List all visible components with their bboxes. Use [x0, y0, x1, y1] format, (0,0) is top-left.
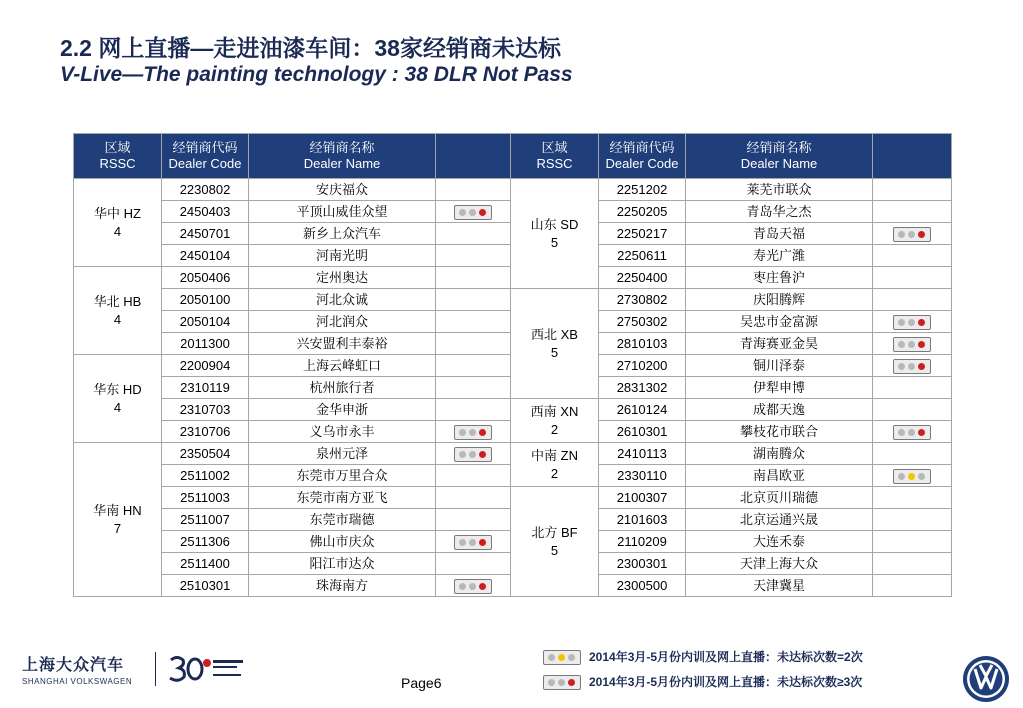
- header-region-right: 区域 RSSC: [511, 134, 599, 179]
- dealer-code: 2110209: [599, 531, 686, 553]
- dealer-name: 青岛天福: [686, 223, 873, 245]
- signal-cell: [873, 201, 952, 223]
- legend-red-text: 2014年3月-5月份内训及网上直播：未达标次数≥3次: [589, 675, 863, 689]
- signal-cell: [873, 465, 952, 487]
- dealer-code: 2251202: [599, 179, 686, 201]
- region-cell: 华东 HD 4: [74, 355, 162, 443]
- signal-cell: [436, 245, 511, 267]
- signal-cell: [873, 223, 952, 245]
- dealer-code: 2300301: [599, 553, 686, 575]
- signal-cell: [873, 575, 952, 597]
- dealer-code: 2011300: [162, 333, 249, 355]
- dealer-code: 2250400: [599, 267, 686, 289]
- legend-yellow-text: 2014年3月-5月份内训及网上直播：未达标次数=2次: [589, 650, 863, 664]
- red-light-icon: [543, 675, 581, 690]
- header-name-left: 经销商名称 Dealer Name: [249, 134, 436, 179]
- dealer-name: 成都天逸: [686, 399, 873, 421]
- dealer-name: 大连禾泰: [686, 531, 873, 553]
- dealer-name: 枣庄鲁沪: [686, 267, 873, 289]
- brand-cn: 上海大众汽车: [22, 657, 125, 674]
- table-row: [74, 179, 952, 201]
- signal-cell: [436, 311, 511, 333]
- dealer-code: 2200904: [162, 355, 249, 377]
- header-code-right: 经销商代码 Dealer Code: [599, 134, 686, 179]
- signal-cell: [873, 377, 952, 399]
- region-cell: 北方 BF 5: [511, 487, 599, 597]
- page-title-en: V-Live—The painting technology : 38 DLR Not Pass: [60, 63, 573, 86]
- dealer-code: 2250611: [599, 245, 686, 267]
- region-cell: 西北 XB 5: [511, 289, 599, 399]
- dealer-name: 铜川泽泰: [686, 355, 873, 377]
- dealer-code: 2450701: [162, 223, 249, 245]
- dealer-code: 2510301: [162, 575, 249, 597]
- dealer-code: 2310703: [162, 399, 249, 421]
- table-row: [74, 289, 952, 311]
- dealer-name: 青岛华之杰: [686, 201, 873, 223]
- dealer-code: 2511007: [162, 509, 249, 531]
- signal-cell: [436, 553, 511, 575]
- dealer-name: 河北众诚: [249, 289, 436, 311]
- dealer-code: 2050100: [162, 289, 249, 311]
- dealer-code: 2610124: [599, 399, 686, 421]
- dealer-code: 2511002: [162, 465, 249, 487]
- dealer-code: 2050406: [162, 267, 249, 289]
- region-cell: 西南 XN 2: [511, 399, 599, 443]
- dealer-code: 2450403: [162, 201, 249, 223]
- table-row: [74, 443, 952, 465]
- signal-cell: [873, 333, 952, 355]
- signal-cell: [436, 223, 511, 245]
- region-cell: 华南 HN 7: [74, 443, 162, 597]
- signal-cell: [436, 421, 511, 443]
- signal-cell: [436, 465, 511, 487]
- dealer-name: 金华申浙: [249, 399, 436, 421]
- dealer-name: 新乡上众汽车: [249, 223, 436, 245]
- dealer-name: 北京页川瑞德: [686, 487, 873, 509]
- signal-cell: [436, 531, 511, 553]
- dealer-code: 2710200: [599, 355, 686, 377]
- signal-cell: [873, 311, 952, 333]
- dealer-name: 攀枝花市联合: [686, 421, 873, 443]
- dealer-name: 安庆福众: [249, 179, 436, 201]
- header-region-left: 区域 RSSC: [74, 134, 162, 179]
- signal-cell: [436, 575, 511, 597]
- red-light-icon: [454, 425, 492, 440]
- red-light-icon: [454, 535, 492, 550]
- dealer-code: 2300500: [599, 575, 686, 597]
- signal-cell: [436, 267, 511, 289]
- dealer-name: 河北润众: [249, 311, 436, 333]
- dealer-name: 青海赛亚金昊: [686, 333, 873, 355]
- dealer-code: 2610301: [599, 421, 686, 443]
- dealer-code: 2831302: [599, 377, 686, 399]
- dealer-name: 南昌欧亚: [686, 465, 873, 487]
- red-light-icon: [893, 425, 931, 440]
- signal-cell: [873, 509, 952, 531]
- dealer-code: 2410113: [599, 443, 686, 465]
- dealer-name: 阳江市达众: [249, 553, 436, 575]
- signal-cell: [873, 399, 952, 421]
- signal-cell: [436, 487, 511, 509]
- dealer-name: 天津上海大众: [686, 553, 873, 575]
- red-light-icon: [893, 359, 931, 374]
- dealer-name: 兴安盟利丰泰裕: [249, 333, 436, 355]
- dealer-name: 泉州元泽: [249, 443, 436, 465]
- legend-yellow: [543, 648, 863, 665]
- legend-red: [543, 673, 862, 690]
- red-light-icon: [454, 579, 492, 594]
- dealer-code: 2050104: [162, 311, 249, 333]
- signal-cell: [873, 179, 952, 201]
- red-light-icon: [893, 227, 931, 242]
- vw-logo-icon: [962, 655, 1010, 703]
- anniversary-logo-icon: [167, 652, 247, 684]
- page-title-cn: 2.2 网上直播—走进油漆车间：38家经销商未达标: [60, 35, 561, 61]
- dealer-code: 2450104: [162, 245, 249, 267]
- dealer-name: 庆阳腾辉: [686, 289, 873, 311]
- dealer-name: 佛山市庆众: [249, 531, 436, 553]
- header-name-right: 经销商名称 Dealer Name: [686, 134, 873, 179]
- dealer-code: 2310706: [162, 421, 249, 443]
- signal-cell: [436, 179, 511, 201]
- dealer-code: 2230802: [162, 179, 249, 201]
- signal-cell: [436, 399, 511, 421]
- signal-cell: [873, 487, 952, 509]
- dealer-name: 东莞市瑞德: [249, 509, 436, 531]
- dealer-name: 北京运通兴晟: [686, 509, 873, 531]
- dealer-code: 2100307: [599, 487, 686, 509]
- shanghai-vw-logo: [22, 652, 132, 686]
- signal-cell: [873, 443, 952, 465]
- signal-cell: [873, 289, 952, 311]
- yellow-light-icon: [543, 650, 581, 665]
- dealer-code: 2730802: [599, 289, 686, 311]
- dealer-name: 上海云峰虹口: [249, 355, 436, 377]
- dealer-name: 寿光广潍: [686, 245, 873, 267]
- dealer-name: 吴忠市金富源: [686, 311, 873, 333]
- header-code-left: 经销商代码 Dealer Code: [162, 134, 249, 179]
- dealer-code: 2101603: [599, 509, 686, 531]
- dealer-code: 2511003: [162, 487, 249, 509]
- red-light-icon: [454, 447, 492, 462]
- signal-cell: [436, 333, 511, 355]
- dealer-name: 天津冀星: [686, 575, 873, 597]
- table-header-row: [74, 134, 952, 179]
- dealer-code: 2310119: [162, 377, 249, 399]
- signal-cell: [436, 355, 511, 377]
- red-light-icon: [893, 315, 931, 330]
- signal-cell: [873, 553, 952, 575]
- signal-cell: [436, 201, 511, 223]
- dealer-code: 2511306: [162, 531, 249, 553]
- dealer-name: 东莞市万里合众: [249, 465, 436, 487]
- dealer-table-container: [73, 133, 952, 597]
- dealer-code: 2330110: [599, 465, 686, 487]
- dealer-name: 湖南腾众: [686, 443, 873, 465]
- region-cell: 中南 ZN 2: [511, 443, 599, 487]
- signal-cell: [873, 531, 952, 553]
- dealer-code: 2810103: [599, 333, 686, 355]
- dealer-code: 2350504: [162, 443, 249, 465]
- region-cell: 华中 HZ 4: [74, 179, 162, 267]
- dealer-name: 珠海南方: [249, 575, 436, 597]
- dealer-code: 2250217: [599, 223, 686, 245]
- dealer-name: 东莞市南方亚飞: [249, 487, 436, 509]
- signal-cell: [436, 289, 511, 311]
- dealer-name: 河南光明: [249, 245, 436, 267]
- table-body: [74, 179, 952, 597]
- signal-cell: [436, 377, 511, 399]
- dealer-table: [73, 133, 952, 597]
- signal-cell: [873, 267, 952, 289]
- header-signal-right: [873, 134, 952, 179]
- signal-cell: [873, 245, 952, 267]
- dealer-name: 定州奥达: [249, 267, 436, 289]
- dealer-name: 莱芜市联众: [686, 179, 873, 201]
- dealer-code: 2511400: [162, 553, 249, 575]
- signal-cell: [436, 443, 511, 465]
- dealer-code: 2250205: [599, 201, 686, 223]
- table-row: [74, 399, 952, 421]
- region-cell: 山东 SD 5: [511, 179, 599, 289]
- signal-cell: [873, 421, 952, 443]
- logo-divider: [155, 652, 156, 686]
- table-row: [74, 487, 952, 509]
- dealer-name: 伊犁申博: [686, 377, 873, 399]
- dealer-name: 平顶山威佳众望: [249, 201, 436, 223]
- red-light-icon: [454, 205, 492, 220]
- brand-en: SHANGHAI VOLKSWAGEN: [22, 677, 133, 686]
- yellow-light-icon: [893, 469, 931, 484]
- dealer-name: 杭州旅行者: [249, 377, 436, 399]
- signal-cell: [436, 509, 511, 531]
- header-signal-left: [436, 134, 511, 179]
- dealer-code: 2750302: [599, 311, 686, 333]
- dealer-name: 义乌市永丰: [249, 421, 436, 443]
- page-number: Page6: [401, 675, 442, 691]
- signal-cell: [873, 355, 952, 377]
- region-cell: 华北 HB 4: [74, 267, 162, 355]
- red-light-icon: [893, 337, 931, 352]
